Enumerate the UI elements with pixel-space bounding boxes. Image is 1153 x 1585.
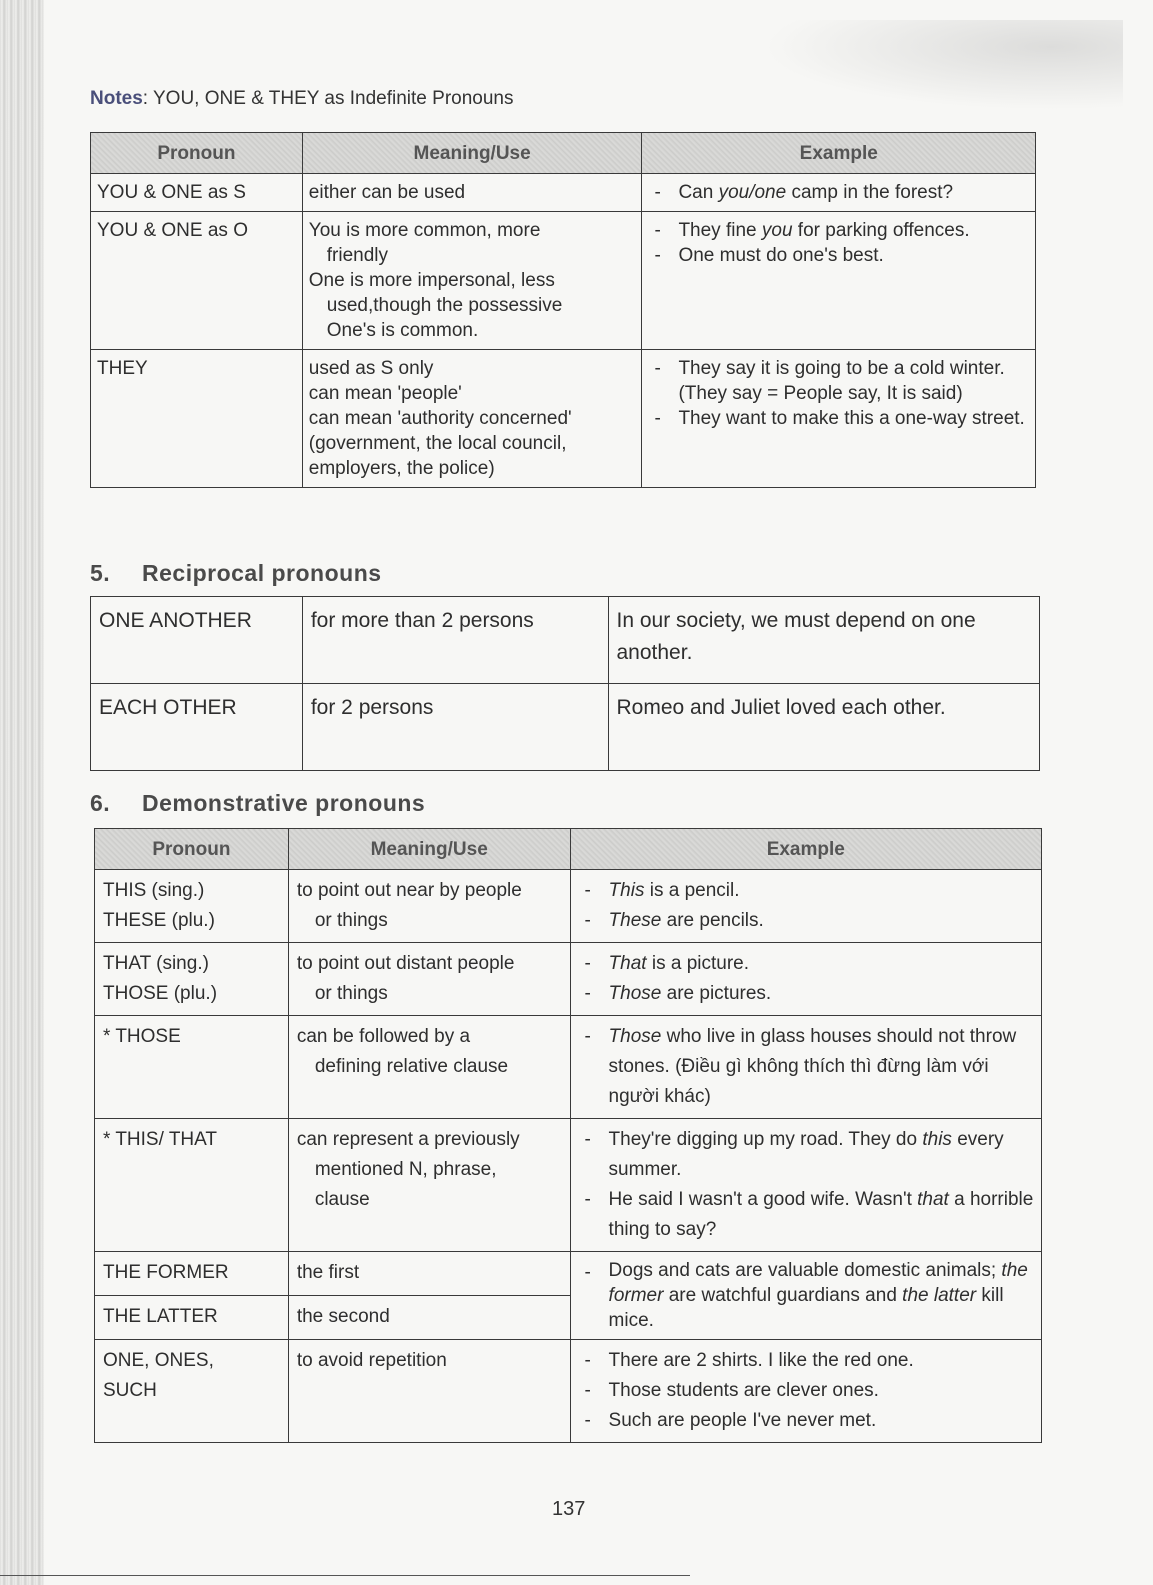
meaning-line: You is more common, more	[308, 220, 541, 241]
pronoun-cell: * THIS/ THAT	[95, 1119, 289, 1252]
pronoun-cell: EACH OTHER	[91, 684, 303, 771]
column-header: Meaning/Use	[302, 133, 642, 174]
pronoun-cell	[95, 870, 289, 943]
example-item: - They fine you for parking offences.	[654, 220, 970, 241]
example-item: - Dogs and cats are valuable domestic animals; the former are watchful guardians and the latter kill mice.	[584, 1260, 1028, 1331]
meaning-line: defining relative clause	[314, 1056, 509, 1077]
pronoun-cell: YOU & ONE as S	[91, 174, 303, 212]
notes-label: Notes	[90, 88, 143, 109]
meaning-cell	[288, 943, 570, 1016]
reciprocal-pronouns-table	[90, 596, 1040, 771]
meaning-cell: the second	[288, 1296, 570, 1340]
pronoun-line: ONE, ONES,	[103, 1350, 214, 1371]
table-row	[95, 1119, 1042, 1252]
page-edge-line	[0, 1575, 690, 1576]
table-row	[91, 350, 1036, 488]
table-row	[95, 1252, 1042, 1296]
meaning-line: mentioned N, phrase,	[314, 1159, 497, 1180]
example-item: - This is a pencil.	[584, 880, 740, 901]
scan-edge-artifact	[0, 0, 44, 1585]
table-row	[91, 597, 1040, 684]
pronoun-cell: THE FORMER	[95, 1252, 289, 1296]
meaning-line: can mean 'authority concerned'	[308, 408, 572, 429]
column-header: Example	[642, 133, 1036, 174]
pronoun-cell	[95, 943, 289, 1016]
meaning-cell	[288, 1119, 570, 1252]
pronoun-line: THAT (sing.)	[103, 953, 209, 974]
example-item: - He said I wasn't a good wife. Wasn't that a horrible thing to say?	[584, 1189, 1034, 1240]
meaning-line: used as S only	[308, 358, 434, 379]
example-item: - One must do one's best.	[654, 245, 884, 266]
meaning-line: clause	[314, 1189, 370, 1210]
pronoun-cell: THE LATTER	[95, 1296, 289, 1340]
meaning-line: either can be used	[308, 182, 466, 203]
meaning-cell	[302, 212, 642, 350]
meaning-cell	[288, 870, 570, 943]
table-header-row	[95, 829, 1042, 870]
meaning-line: One is more impersonal, less	[308, 270, 555, 291]
example-cell	[570, 1340, 1041, 1443]
pronoun-cell	[95, 1340, 289, 1443]
table-row	[91, 212, 1036, 350]
meaning-cell	[302, 350, 642, 488]
pronoun-line: THESE (plu.)	[103, 910, 215, 931]
example-item: - That is a picture.	[584, 953, 750, 974]
pronoun-cell: YOU & ONE as O	[91, 212, 303, 350]
page-number: 137	[552, 1498, 586, 1520]
meaning-line: used,though the possessive	[326, 295, 563, 316]
example-item: - They say it is going to be a cold winter. (They say = People say, It is said)	[654, 358, 1005, 404]
table-header-row	[91, 133, 1036, 174]
example-cell: Romeo and Juliet loved each other.	[608, 684, 1040, 771]
example-item: - Those who live in glass houses should not throw stones. (Điều gì không thích thì đừng làm với người khác)	[584, 1026, 1017, 1107]
table-row	[95, 1340, 1042, 1443]
example-item: - There are 2 shirts. I like the red one.	[584, 1350, 914, 1371]
meaning-line: friendly	[326, 245, 389, 266]
example-item: - Those are pictures.	[584, 983, 772, 1004]
meaning-line: or things	[314, 910, 388, 931]
meaning-line: (government, the local council,	[308, 433, 567, 454]
emphasis: you/one	[718, 182, 787, 203]
section-heading	[90, 560, 382, 587]
column-header: Pronoun	[95, 829, 289, 870]
example-cell	[570, 1119, 1041, 1252]
example-cell	[570, 1252, 1041, 1340]
table-row	[95, 870, 1042, 943]
pronoun-line: THIS (sing.)	[103, 880, 205, 901]
column-header: Meaning/Use	[288, 829, 570, 870]
indefinite-pronouns-table	[90, 132, 1036, 488]
pronoun-cell: ONE ANOTHER	[91, 597, 303, 684]
example-cell	[642, 350, 1036, 488]
meaning-line: can represent a previously	[296, 1129, 520, 1150]
meaning-cell	[288, 1016, 570, 1119]
pronoun-cell: THEY	[91, 350, 303, 488]
example-cell	[570, 943, 1041, 1016]
example-item: - They want to make this a one-way street.	[654, 408, 1025, 429]
example-cell	[642, 212, 1036, 350]
meaning-cell	[302, 174, 642, 212]
pronoun-cell: * THOSE	[95, 1016, 289, 1119]
meaning-cell: for 2 persons	[302, 684, 608, 771]
meaning-line: One's is common.	[326, 320, 479, 341]
example-cell	[570, 1016, 1041, 1119]
example-cell	[642, 174, 1036, 212]
meaning-line: employers, the police)	[308, 458, 495, 479]
notes-text: : YOU, ONE & THEY as Indefinite Pronouns	[142, 88, 514, 109]
demonstrative-pronouns-table	[94, 828, 1042, 1443]
column-header: Pronoun	[91, 133, 303, 174]
example-item: - They're digging up my road. They do this every summer.	[584, 1129, 1004, 1180]
example-item: - Can you/one camp in the forest?	[654, 182, 954, 203]
meaning-line: to point out distant people	[296, 953, 515, 974]
meaning-line: to point out near by people	[296, 880, 522, 901]
meaning-cell: for more than 2 persons	[302, 597, 608, 684]
scan-corner-artifact	[763, 20, 1123, 110]
pronoun-line: SUCH	[103, 1380, 157, 1401]
section-number: 5.	[90, 560, 111, 586]
pronoun-line: THOSE (plu.)	[103, 983, 218, 1004]
meaning-line: or things	[314, 983, 388, 1004]
section-number: 6.	[90, 790, 111, 816]
meaning-line: can mean 'people'	[308, 383, 462, 404]
section-title: Reciprocal pronouns	[142, 560, 382, 586]
table-row	[91, 684, 1040, 771]
table-row	[91, 174, 1036, 212]
meaning-line: can be followed by a	[296, 1026, 471, 1047]
example-item: - Such are people I've never met.	[584, 1410, 877, 1431]
example-item: - These are pencils.	[584, 910, 764, 931]
section-title: Demonstrative pronouns	[142, 790, 426, 816]
example-item: - Those students are clever ones.	[584, 1380, 879, 1401]
example-cell: In our society, we must depend on one another.	[608, 597, 1040, 684]
meaning-cell: to avoid repetition	[288, 1340, 570, 1443]
table-row	[95, 1016, 1042, 1119]
meaning-cell: the first	[288, 1252, 570, 1296]
table-row	[95, 943, 1042, 1016]
notes-heading	[90, 88, 513, 110]
example-cell	[570, 870, 1041, 943]
column-header: Example	[570, 829, 1041, 870]
section-heading	[90, 790, 425, 817]
